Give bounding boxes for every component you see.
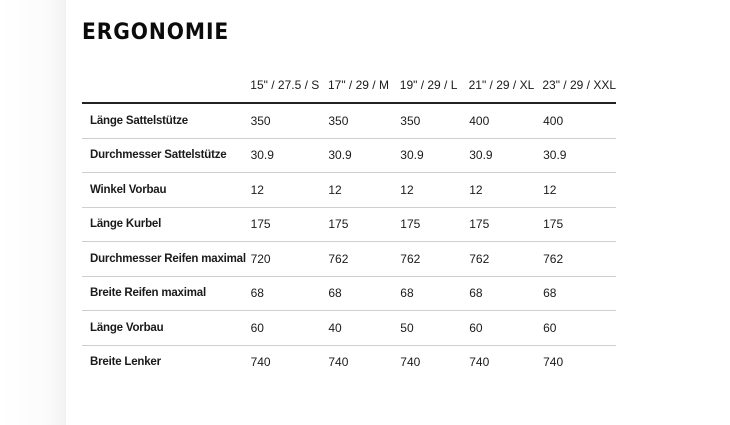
table-cell: 30.9 [400,148,424,163]
table-row [82,208,616,243]
table-cell: 60 [250,320,264,335]
table-cell: 30.9 [250,148,274,163]
table-cell: 740 [543,355,564,370]
table-cell: 740 [469,355,490,370]
table-row [82,173,616,208]
table-cell: 68 [400,286,414,301]
table-row [82,139,616,174]
table-row [82,346,616,380]
table-row [82,277,616,312]
table-cell: 12 [250,182,264,197]
column-header-xl: 21" / 29 / XL [468,78,535,92]
column-header-s: 15" / 27.5 / S [250,78,320,92]
row-label: Durchmesser Sattelstütze [90,149,227,162]
table-cell: 60 [469,320,483,335]
table-cell: 60 [543,320,557,335]
table-cell: 740 [328,355,349,370]
row-label: Länge Kurbel [90,218,162,231]
table-cell: 68 [328,286,342,301]
table-cell: 350 [328,113,349,128]
table-cell: 68 [250,286,264,301]
table-cell: 720 [250,251,271,266]
section-title: ERGONOMIE [82,20,230,45]
table-cell: 175 [328,217,349,232]
table-cell: 740 [250,355,271,370]
table-cell: 350 [250,113,271,128]
row-label: Breite Lenker [90,356,161,369]
table-cell: 175 [250,217,271,232]
ergonomics-table [82,68,616,379]
table-cell: 762 [328,251,349,266]
row-label: Breite Reifen maximal [90,287,206,300]
table-cell: 30.9 [328,148,352,163]
table-cell: 30.9 [469,148,493,163]
table-cell: 400 [543,113,564,128]
table-row [82,242,616,277]
column-header-m: 17" / 29 / M [327,78,389,92]
column-header-xxl: 23" / 29 / XXL [542,78,616,92]
column-header-l: 19" / 29 / L [399,78,458,92]
table-cell: 12 [400,182,414,197]
table-cell: 175 [400,217,421,232]
table-cell: 175 [469,217,490,232]
table-cell: 740 [400,355,421,370]
table-header-row [82,68,616,104]
table-cell: 175 [543,217,564,232]
row-label: Durchmesser Reifen maximal [90,252,246,265]
table-cell: 12 [543,182,557,197]
table-cell: 762 [469,251,490,266]
table-row [82,311,616,346]
row-label: Länge Vorbau [90,321,164,334]
table-cell: 400 [469,113,490,128]
table-cell: 50 [400,320,414,335]
table-cell: 30.9 [543,148,567,163]
table-cell: 350 [400,113,421,128]
table-cell: 762 [400,251,421,266]
table-cell: 12 [469,182,483,197]
table-cell: 762 [543,251,564,266]
table-row [82,104,616,139]
table-cell: 68 [543,286,557,301]
left-margin-shade [0,0,66,425]
table-cell: 12 [328,182,342,197]
table-cell: 68 [469,286,483,301]
row-label: Länge Sattelstütze [90,114,189,127]
table-cell: 40 [328,320,342,335]
row-label: Winkel Vorbau [90,183,167,196]
